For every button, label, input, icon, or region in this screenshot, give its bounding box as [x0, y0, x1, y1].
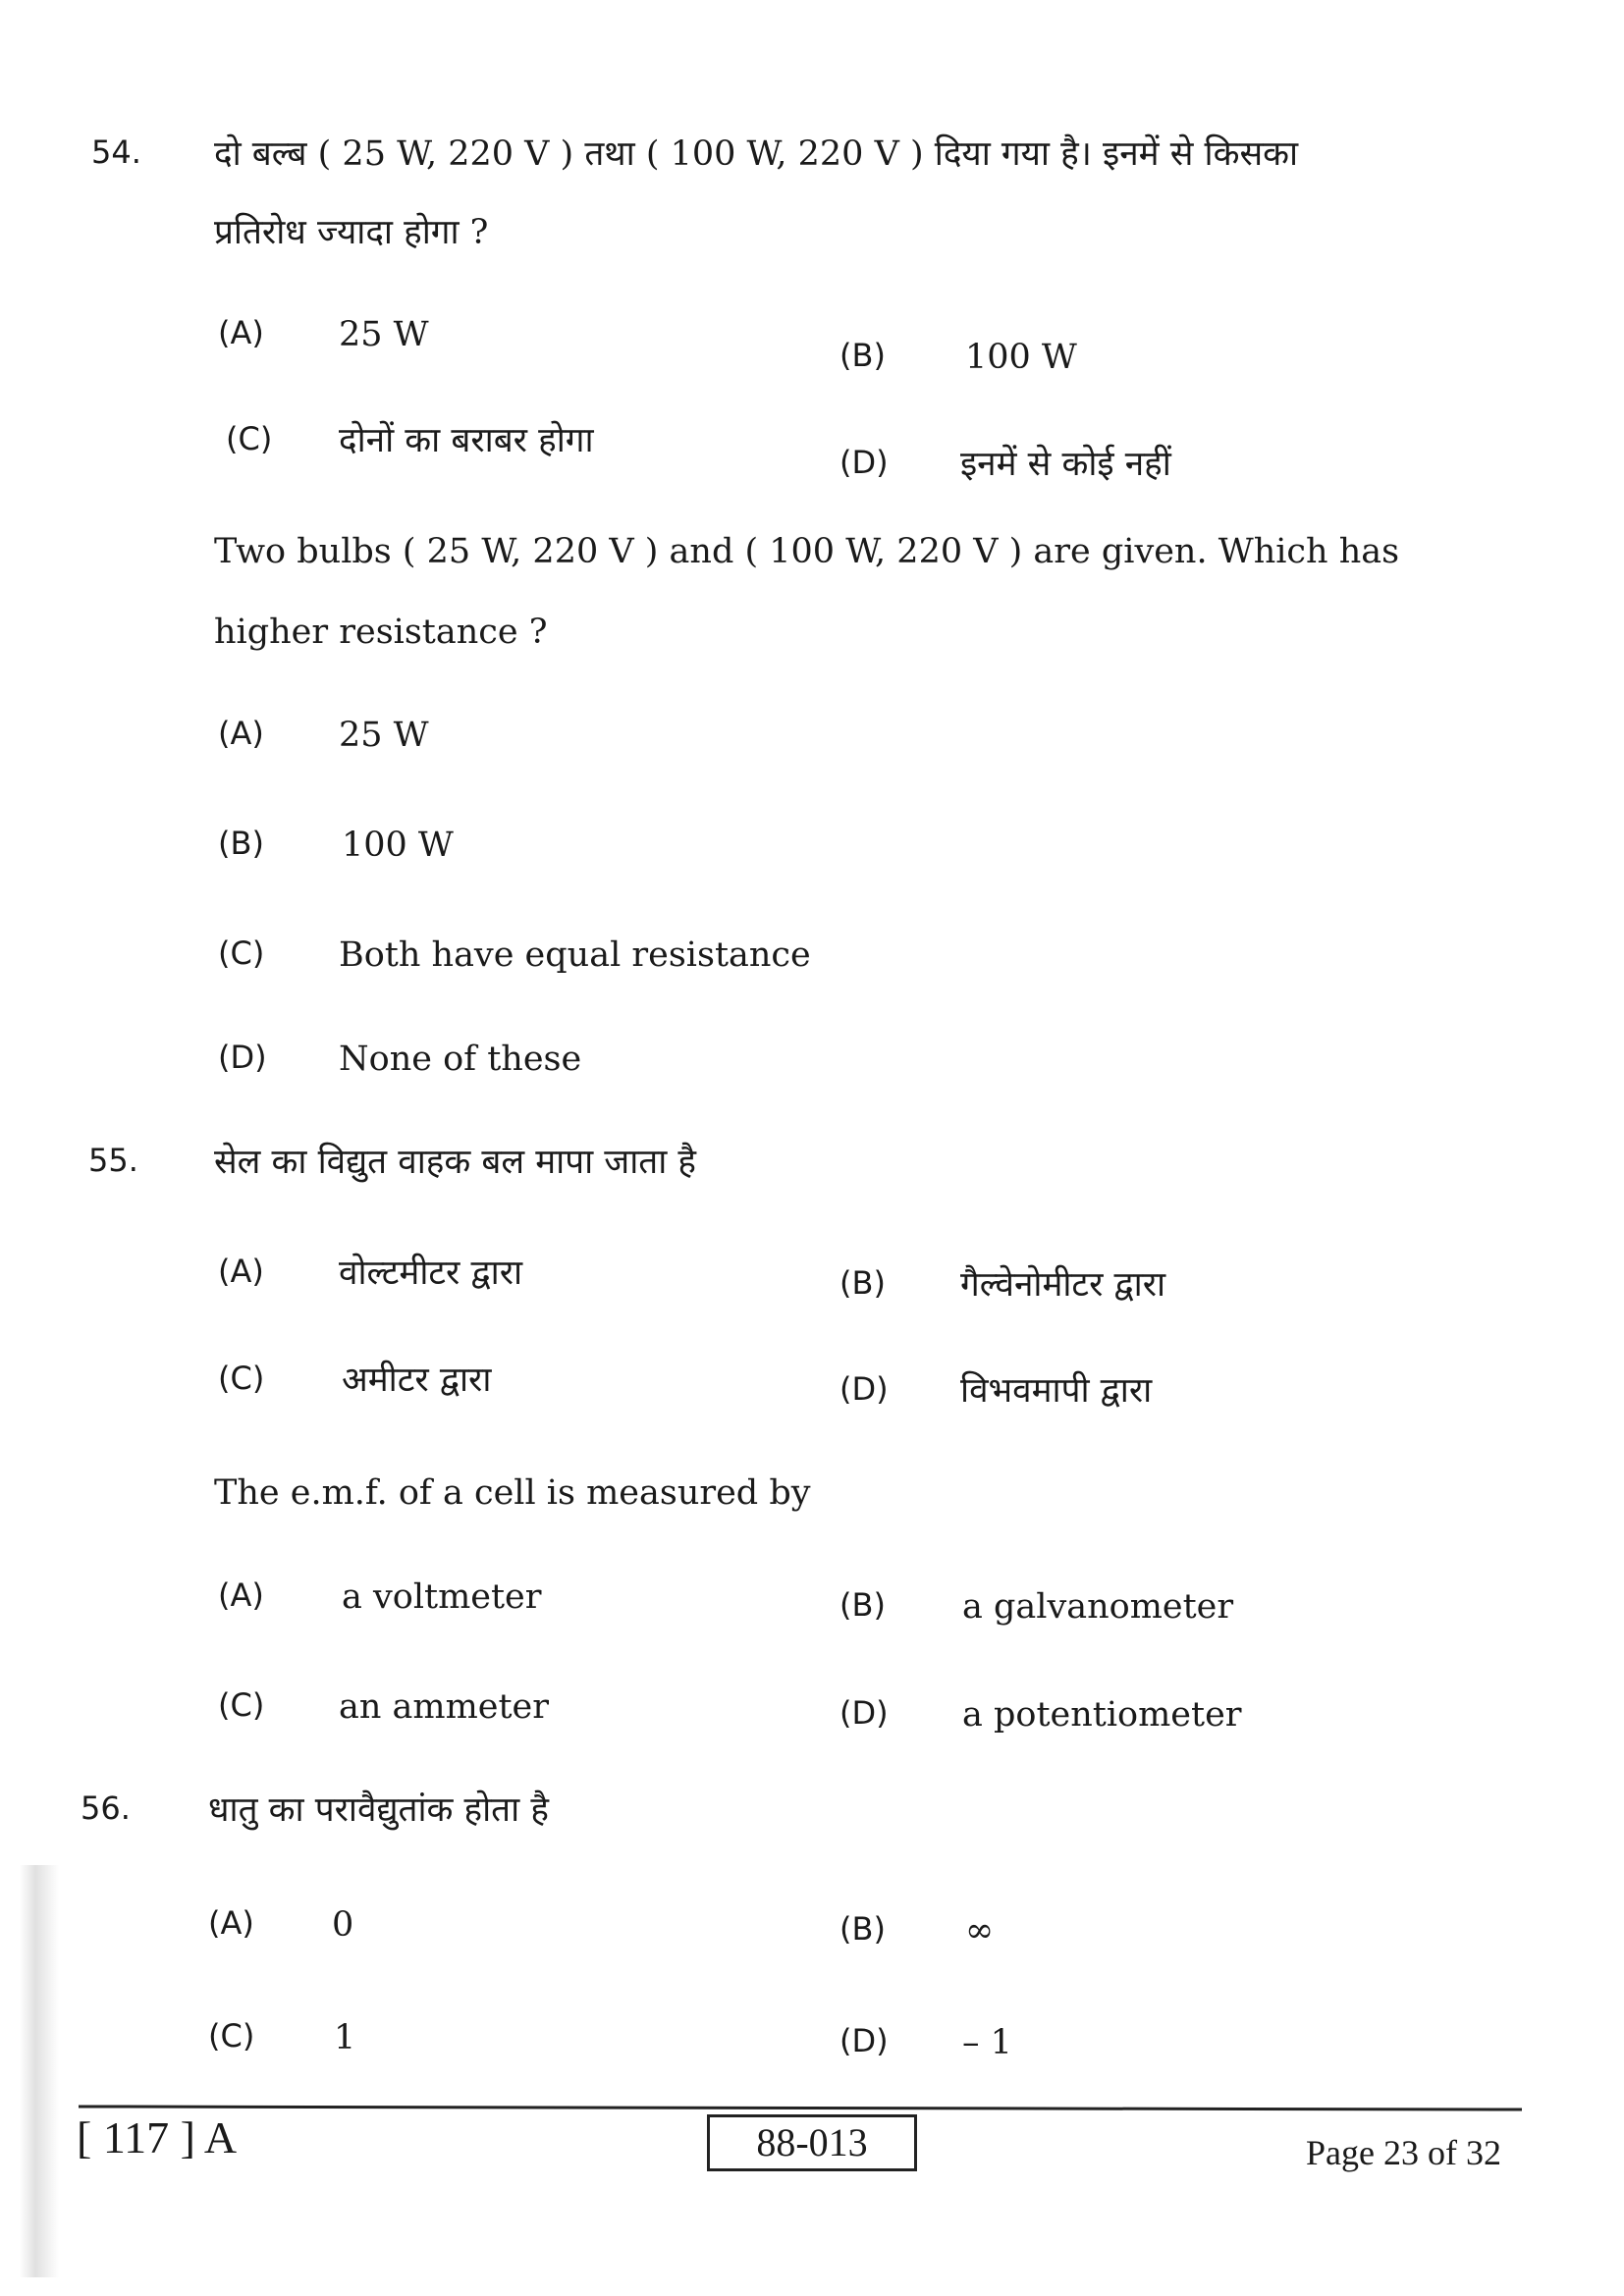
option-label: (C): [226, 420, 273, 457]
option-text: 25 W: [339, 315, 429, 354]
scan-edge-shadow: [20, 1865, 59, 2277]
option-text: अमीटर द्वारा: [342, 1361, 492, 1400]
option-label: (A): [218, 1576, 264, 1614]
option-label: (A): [218, 1253, 264, 1290]
option-label: (B): [839, 1910, 886, 1948]
question-number: 56.: [81, 1789, 131, 1827]
question-number: 54.: [91, 133, 141, 171]
option-label: (D): [839, 444, 889, 481]
option-text: 100 W: [965, 338, 1077, 377]
option-text: an ammeter: [339, 1687, 549, 1727]
option-text: 25 W: [339, 716, 429, 755]
option-label: (D): [839, 2022, 889, 2059]
option-label: (C): [218, 1360, 265, 1397]
question-number: 55.: [88, 1142, 138, 1179]
question-text-english: Two bulbs ( 25 W, 220 V ) and ( 100 W, 220 V ) are given. Which has: [214, 532, 1400, 571]
footer-divider: [79, 2105, 1522, 2110]
question-text-english-cont: higher resistance ?: [214, 613, 548, 652]
option-text: ∞: [965, 1911, 995, 1950]
option-label: (C): [208, 2017, 255, 2055]
option-label: (C): [218, 1686, 265, 1724]
option-label: (C): [218, 934, 265, 972]
footer-paper-set: [ 117 ] A: [77, 2112, 238, 2163]
option-label: (A): [218, 314, 264, 351]
option-label: (B): [839, 337, 886, 374]
option-text: a galvanometer: [962, 1587, 1234, 1627]
option-text: 0: [332, 1905, 354, 1945]
option-text: विभवमापी द्वारा: [960, 1371, 1153, 1411]
option-text: 1: [334, 2018, 356, 2057]
option-text: दोनों का बराबर होगा: [339, 421, 594, 460]
option-text: गैल्वेनोमीटर द्वारा: [960, 1265, 1166, 1305]
option-label: (A): [208, 1904, 254, 1942]
option-text: a voltmeter: [342, 1577, 542, 1617]
option-label: (A): [218, 715, 264, 752]
option-label: (D): [839, 1370, 889, 1408]
question-text-hindi: धातु का परावैद्युतांक होता है: [208, 1790, 549, 1830]
option-text: None of these: [339, 1040, 582, 1079]
question-text-hindi-cont: प्रतिरोध ज्यादा होगा ?: [214, 213, 489, 252]
option-label: (B): [839, 1264, 886, 1302]
option-label: (D): [218, 1039, 267, 1076]
option-label: (B): [839, 1586, 886, 1624]
page-number: Page 23 of 32: [1306, 2133, 1501, 2172]
option-text: वोल्टमीटर द्वारा: [339, 1254, 523, 1293]
question-text-hindi: सेल का विद्युत वाहक बल मापा जाता है: [214, 1143, 697, 1182]
question-text-hindi: दो बल्ब ( 25 W, 220 V ) तथा ( 100 W, 220 V ) दिया गया है। इनमें से किसका: [214, 134, 1299, 174]
option-label: (B): [218, 825, 264, 862]
option-text: – 1: [962, 2023, 1012, 2062]
option-text: Both have equal resistance: [339, 935, 811, 975]
question-text-english: The e.m.f. of a cell is measured by: [214, 1473, 811, 1513]
option-text: 100 W: [342, 826, 454, 865]
paper-code-box: 88-013: [707, 2114, 917, 2171]
option-label: (D): [839, 1694, 889, 1732]
option-text: इनमें से कोई नहीं: [960, 445, 1171, 484]
option-text: a potentiometer: [962, 1695, 1242, 1735]
